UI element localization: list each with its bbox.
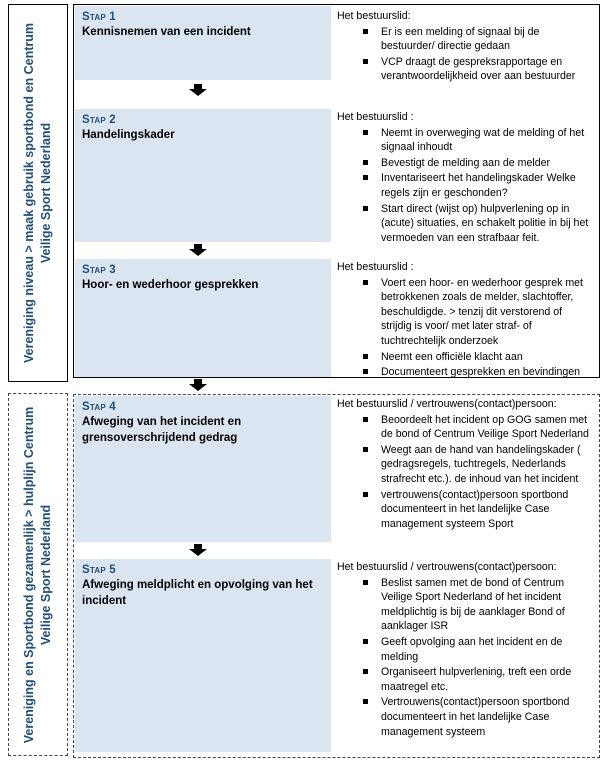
side-label-line: Vereniging niveau > maak gebruik sportbond en Centrum bbox=[22, 22, 36, 364]
list-item: Start direct (wijst op) hulpverlening op in (acute) situaties, en schakelt politie in bij het vermoeden van een strafbaar feit. bbox=[337, 202, 595, 246]
bullet-icon bbox=[363, 492, 368, 497]
list-item: Neemt in overweging wat de melding of het signaal inhoudt bbox=[337, 126, 595, 155]
side-label-line: Veilige Sport Nederland bbox=[39, 504, 53, 645]
list-item: Geeft opvolging aan het incident en de melding bbox=[337, 635, 595, 664]
step-label: Stap 2 bbox=[82, 114, 116, 126]
bullet-icon bbox=[363, 369, 368, 374]
step-4-box bbox=[75, 396, 331, 542]
arrow-down-icon bbox=[189, 84, 207, 96]
bullet-icon bbox=[363, 417, 368, 422]
side-label-line: Vereniging en Sportbond gezamenlijk > hulplijn Centrum bbox=[22, 406, 36, 743]
step-title: Afweging meldplicht en opvolging van het incident bbox=[82, 579, 313, 607]
step-intro: Het bestuurslid: bbox=[337, 10, 411, 22]
list-item: Beoordeelt het incident op GOG samen met de bond of Centrum Veilige Sport Nederland bbox=[337, 413, 595, 442]
list-item: Documenteert gesprekken en bevindingen bbox=[337, 365, 595, 380]
list-item: Inventariseert het handelingskader Welke regels zijn er geschonden? bbox=[337, 171, 595, 200]
step-label: Stap 1 bbox=[82, 11, 116, 23]
list-item: Bevestigt de melding aan de melder bbox=[337, 156, 595, 171]
step-intro: Het bestuurslid / vertrouwens(contact)persoon: bbox=[337, 561, 557, 573]
step-5-box bbox=[75, 559, 331, 752]
list-item: Voert een hoor- en wederhoor gesprek met betrokkenen zoals de melder, slachtoffer, beschuldigde. > tenzij dit verstorend of strijdig is voor/ met later straf- of tuchtrechtelijk onderzoek bbox=[337, 276, 595, 349]
step-title: Kennisnemen van een incident bbox=[82, 26, 251, 38]
side-label-gezamenlijk bbox=[8, 393, 68, 756]
list-item: VCP draagt de gespreksrapportage en verantwoordelijkheid over aan bestuurder bbox=[337, 55, 595, 84]
bullet-icon bbox=[363, 639, 368, 644]
list-item: Weegt aan de hand van handelingskader ( gedragsregels, tuchtregels, Nederlands strafrecht etc.). de inhoud van het incident bbox=[337, 443, 595, 487]
bullet-icon bbox=[363, 130, 368, 135]
step-intro: Het bestuurslid : bbox=[337, 261, 414, 273]
bullet-icon bbox=[363, 175, 368, 180]
step-title: Handelingskader bbox=[82, 129, 175, 141]
bullet-icon bbox=[363, 160, 368, 165]
bullet-icon bbox=[363, 669, 368, 674]
list-item: Vertrouwens(contact)persoon sportbond documenteert in het landelijke Case management systeem bbox=[337, 695, 595, 739]
bullet-icon bbox=[363, 59, 368, 64]
step-2-details bbox=[337, 110, 595, 245]
step-intro: Het bestuurslid / vertrouwens(contact)persoon: bbox=[337, 398, 557, 410]
bullet-icon bbox=[363, 354, 368, 359]
bullet-icon bbox=[363, 580, 368, 585]
step-title: Afweging van het incident en grensoverschrijdend gedrag bbox=[82, 416, 242, 444]
step-5-details bbox=[337, 560, 595, 739]
bullet-icon bbox=[363, 447, 368, 452]
step-4-details bbox=[337, 397, 595, 531]
step-3-details bbox=[337, 260, 595, 380]
list-item: Er is een melding of signaal bij de bestuurder/ directie gedaan bbox=[337, 25, 595, 54]
step-title: Hoor- en wederhoor gesprekken bbox=[82, 279, 259, 291]
step-label: Stap 4 bbox=[82, 401, 116, 413]
step-label: Stap 5 bbox=[82, 564, 116, 576]
list-item: Organiseert hulpverlening, treft een orde maatregel etc. bbox=[337, 665, 595, 694]
side-label-vereniging bbox=[8, 4, 68, 382]
arrow-down-icon bbox=[189, 244, 207, 256]
step-3-box bbox=[75, 259, 331, 377]
step-1-details bbox=[337, 9, 595, 84]
list-item: Neemt een officiële klacht aan bbox=[337, 350, 595, 365]
arrow-down-icon bbox=[189, 544, 207, 556]
step-intro: Het bestuurslid : bbox=[337, 111, 414, 123]
list-item: vertrouwens(contact)persoon sportbond documenteert in het landelijke Case management systeem Sport bbox=[337, 488, 595, 532]
side-label-line: Veilige Sport Nederland bbox=[39, 122, 53, 264]
bullet-icon bbox=[363, 280, 368, 285]
bullet-icon bbox=[363, 699, 368, 704]
step-1-box bbox=[75, 6, 331, 80]
step-label: Stap 3 bbox=[82, 264, 116, 276]
arrow-down-icon bbox=[189, 379, 207, 391]
step-2-box bbox=[75, 109, 331, 242]
bullet-icon bbox=[363, 206, 368, 211]
bullet-icon bbox=[363, 29, 368, 34]
list-item: Beslist samen met de bond of Centrum Veilige Sport Nederland of het incident meldplichtig is bij de aanklager Bond of aanklager ISR bbox=[337, 576, 595, 634]
